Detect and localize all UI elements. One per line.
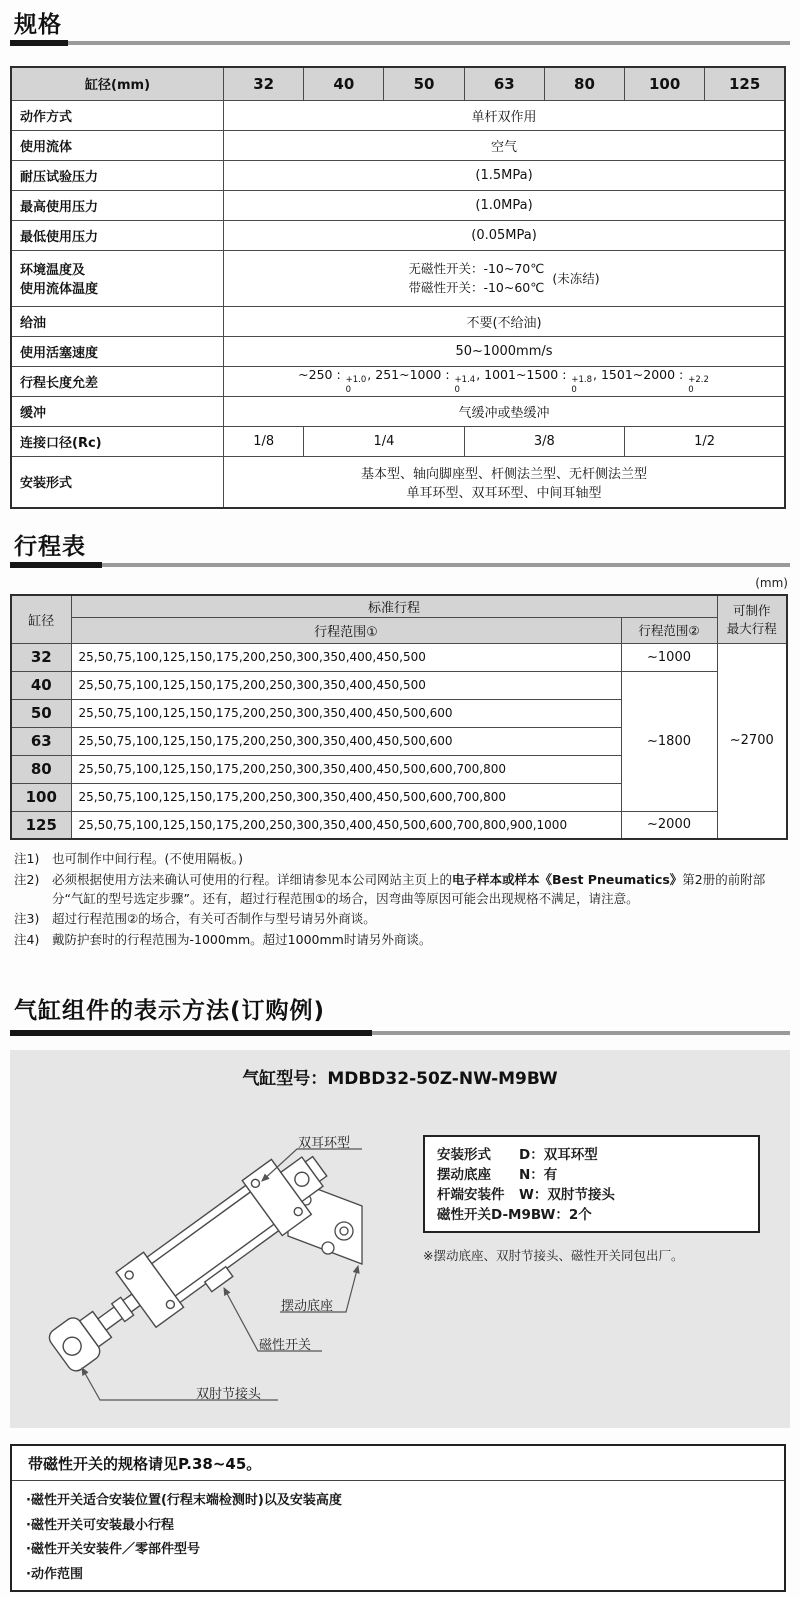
order-title-rule — [10, 1030, 790, 1036]
spec-section-title: 规格 — [14, 12, 62, 38]
spec-row-label: 使用流体 — [11, 130, 224, 160]
switch-box-item: ·磁性开关可安装最小行程 — [26, 1517, 174, 1533]
strokes-cell: 25,50,75,100,125,150,175,200,250,300,350,400,450,500,600 — [71, 699, 621, 727]
spec-row-label: 最高使用压力 — [11, 190, 224, 220]
spec-row-label: 动作方式 — [11, 100, 224, 130]
stroke-header-range2: 行程范围② — [621, 617, 717, 643]
spec-header-32: 32 — [224, 67, 304, 100]
range2-merged-cell: ~1800 — [621, 671, 717, 811]
stroke-title-rule — [10, 562, 790, 568]
spec-row-value — [224, 250, 785, 306]
cylinder-assembly-drawing — [10, 1050, 790, 1428]
switch-box-header: 带磁性开关的规格请见P.38~45。 — [12, 1446, 784, 1481]
spec-row-label: 行程长度允差 — [11, 366, 224, 396]
bore-cell: 40 — [11, 671, 71, 699]
stroke-row-40 — [11, 671, 787, 699]
spec-table — [10, 66, 786, 509]
stroke-header-range1: 行程范围① — [71, 617, 621, 643]
spec-header-80: 80 — [544, 67, 624, 100]
spec-row-value: (0.05MPa) — [224, 220, 785, 250]
spec-row-value: 单杆双作用 — [224, 100, 785, 130]
specbox-row-swivel-base: 摆动底座 N：有 — [437, 1167, 558, 1183]
order-example-panel — [10, 1050, 790, 1428]
spec-row-fluid — [11, 130, 785, 160]
spec-row-value: 气缓冲或垫缓冲 — [224, 396, 785, 426]
spec-row-value: 不要(不给油) — [224, 306, 785, 336]
spec-row-label: 最低使用压力 — [11, 220, 224, 250]
strokes-cell: 25,50,75,100,125,150,175,200,250,300,350,400,450,500,600,700,800 — [71, 783, 621, 811]
spec-header-50: 50 — [384, 67, 464, 100]
temp-no-switch: 无磁性开关：-10~70℃ — [408, 260, 545, 276]
spec-row-label: 连接口径(Rc) — [11, 426, 224, 456]
spec-header-bore: 缸径(mm) — [11, 67, 224, 100]
strokes-cell: 25,50,75,100,125,150,175,200,250,300,350,400,450,500,600,700,800 — [71, 755, 621, 783]
spec-header-40: 40 — [304, 67, 384, 100]
port-size-63-80: 3/8 — [464, 426, 624, 456]
spec-row-label: 耐压试验压力 — [11, 160, 224, 190]
spec-row-value: (1.0MPa) — [224, 190, 785, 220]
stroke-header-bore: 缸径 — [11, 595, 71, 643]
label-swivel-base: 摆动底座 — [281, 1299, 334, 1314]
switch-box-item: ·动作范围 — [26, 1567, 83, 1583]
spec-row-label: 安装形式 — [11, 456, 224, 508]
spec-row-lubrication — [11, 306, 785, 336]
strokes-cell: 25,50,75,100,125,150,175,200,250,300,350,400,450,500 — [71, 671, 621, 699]
spec-row-label: 缓冲 — [11, 396, 224, 426]
order-section-title: 气缸组件的表示方法(订购例) — [14, 998, 326, 1024]
stroke-row-125 — [11, 811, 787, 839]
label-top-clevis: 双耳环型 — [298, 1136, 351, 1151]
strokes-cell: 25,50,75,100,125,150,175,200,250,300,350,400,450,500,600 — [71, 727, 621, 755]
label-knuckle-joint: 双肘节接头 — [196, 1387, 262, 1402]
port-size-100-125: 1/2 — [625, 426, 785, 456]
spec-header-63: 63 — [464, 67, 544, 100]
note-1: 注1) 也可制作中间行程。(不使用隔板。) — [14, 851, 244, 866]
spec-row-label: 使用活塞速度 — [11, 336, 224, 366]
label-auto-switch: 磁性开关 — [259, 1338, 312, 1353]
spec-row-value: 50~1000mm/s — [224, 336, 785, 366]
specbox-row-rod-end: 杆端安装件 W：双肘节接头 — [437, 1187, 615, 1203]
stroke-header-max: 可制作 最大行程 — [717, 595, 787, 643]
stroke-section-title: 行程表 — [14, 534, 86, 560]
port-size-32: 1/8 — [224, 426, 304, 456]
bore-cell: 50 — [11, 699, 71, 727]
spec-row-label: 环境温度及 使用流体温度 — [11, 250, 224, 306]
temp-with-switch: 带磁性开关：-10~60℃ — [408, 280, 545, 295]
stroke-row-32 — [11, 643, 787, 671]
spec-row-piston-speed — [11, 336, 785, 366]
temp-note: (未冻结) — [552, 271, 600, 286]
spec-row-value: 基本型、轴向脚座型、杆侧法兰型、无杆侧法兰型 单耳环型、双耳环型、中间耳轴型 — [224, 456, 785, 508]
range2-cell: ~2000 — [621, 811, 717, 839]
spec-row-cushion — [11, 396, 785, 426]
bore-cell: 100 — [11, 783, 71, 811]
stroke-header-standard: 标准行程 — [71, 595, 717, 617]
spec-row-value: (1.5MPa) — [224, 160, 785, 190]
spec-row-value: 空气 — [224, 130, 785, 160]
spec-row-label: 给油 — [11, 306, 224, 336]
spec-row-max-pressure — [11, 190, 785, 220]
auto-switch-reference-box — [10, 1444, 786, 1592]
spec-row-mounting — [11, 456, 785, 508]
spec-row-port-size — [11, 426, 785, 456]
bore-cell: 63 — [11, 727, 71, 755]
strokes-cell: 25,50,75,100,125,150,175,200,250,300,350,400,450,500 — [71, 643, 621, 671]
stroke-table-unit: (mm) — [755, 576, 788, 590]
stroke-notes — [14, 850, 786, 952]
spec-row-min-pressure — [11, 220, 785, 250]
spec-header-125: 125 — [705, 67, 785, 100]
port-size-40-50: 1/4 — [304, 426, 464, 456]
spec-header-row — [11, 67, 785, 100]
bore-cell: 125 — [11, 811, 71, 839]
specbox-row-mounting: 安装形式 D：双耳环型 — [437, 1147, 598, 1163]
spec-row-temperature — [11, 250, 785, 306]
stroke-header-row1 — [11, 595, 787, 617]
spec-row-action — [11, 100, 785, 130]
strokes-cell: 25,50,75,100,125,150,175,200,250,300,350,400,450,500,600,700,800,900,1000 — [71, 811, 621, 839]
stroke-table — [10, 594, 788, 840]
note-2: 注2) 必须根据使用方法来确认可使用的行程。详细请参见本公司网站主页上的电子样本或样本《Best Pneumatics》第2册的前附部分“气缸的型号选定步骤”。还有，超过行程范围①的场合，因弯曲等原因可能会出现规格不满足，请注意。 — [14, 871, 766, 906]
spec-title-rule — [10, 40, 790, 46]
spec-header-100: 100 — [625, 67, 705, 100]
cylinder-model-number: 气缸型号：MDBD32-50Z-NW-M9BW — [242, 1069, 558, 1089]
range2-cell: ~1000 — [621, 643, 717, 671]
note-3: 注3) 超过行程范围②的场合，有关可否制作与型号请另外商谈。 — [14, 911, 376, 927]
max-stroke-cell: ~2700 — [717, 643, 787, 839]
switch-box-item: ·磁性开关安装件／零部件型号 — [26, 1542, 200, 1558]
spec-row-proof-pressure — [11, 160, 785, 190]
bore-cell: 32 — [11, 643, 71, 671]
order-spec-box — [423, 1135, 760, 1233]
spec-row-stroke-tolerance — [11, 366, 785, 396]
specbox-row-auto-switch: 磁性开关D-M9BW ：2个 — [437, 1207, 592, 1223]
note-4: 注4) 戴防护套时的行程范围为-1000mm。超过1000mm时请另外商谈。 — [14, 932, 432, 947]
spec-row-value: ~250 : +1.0 0 , 251~1000 : +1.4 0 , 1001~1500 : +1.8 0 , 1501~2000 : +2.2 0 — [224, 366, 785, 396]
switch-box-item: ·磁性开关适合安装位置(行程末端检测时)以及安装高度 — [26, 1493, 342, 1508]
bore-cell: 80 — [11, 755, 71, 783]
order-footnote: ※摆动底座、双肘节接头、磁性开关同包出厂。 — [423, 1248, 684, 1263]
stroke-header-row2 — [11, 617, 787, 643]
